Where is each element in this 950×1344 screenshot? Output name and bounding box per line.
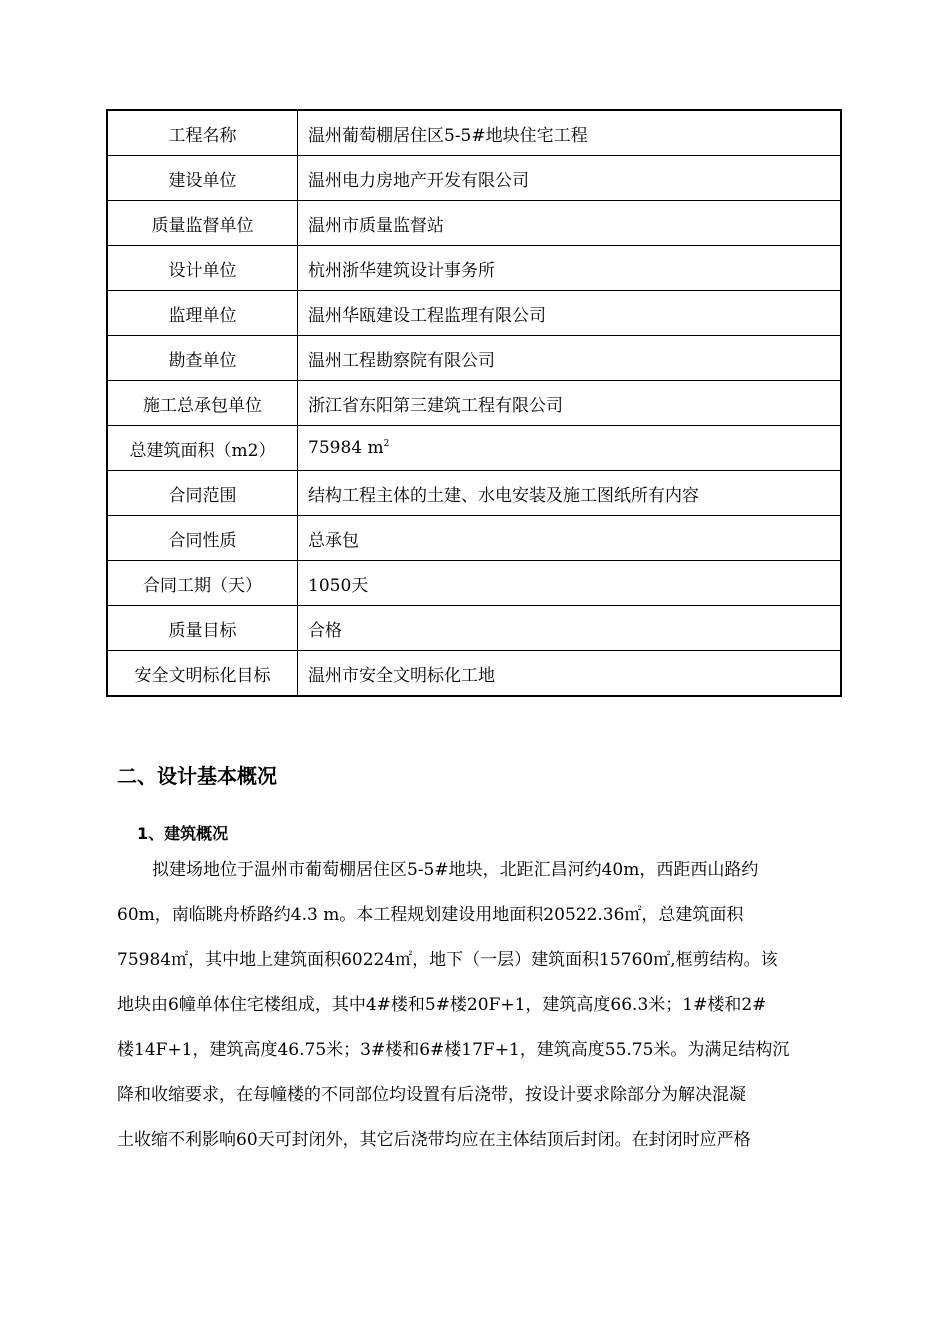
- row-value: [298, 471, 842, 516]
- building-overview-paragraph: [117, 848, 833, 1163]
- row-value-text: 合格: [308, 620, 342, 641]
- row-value: [298, 381, 842, 426]
- row-value-text: 温州市质量监督站: [308, 215, 444, 236]
- row-label: 合同工期（天）: [107, 561, 298, 606]
- table-row: [107, 606, 841, 651]
- row-value: [298, 291, 842, 336]
- project-info-table: [106, 109, 842, 697]
- table-row: [107, 246, 841, 291]
- row-label: 设计单位: [107, 246, 298, 291]
- table-row: [107, 471, 841, 516]
- table-row: [107, 156, 841, 201]
- row-value-text: 杭州浙华建筑设计事务所: [308, 260, 495, 281]
- row-value: [298, 201, 842, 246]
- row-label: 勘查单位: [107, 336, 298, 381]
- row-label: 总建筑面积（m2）: [107, 426, 298, 471]
- row-value-text: 温州市安全文明标化工地: [308, 665, 495, 686]
- row-value-text: 温州电力房地产开发有限公司: [308, 170, 529, 191]
- table-row: [107, 561, 841, 606]
- row-label: 质量目标: [107, 606, 298, 651]
- row-label: 安全文明标化目标: [107, 651, 298, 697]
- paragraph-line: 地块由6幢单体住宅楼组成，其中4#楼和5#楼20F+1，建筑高度66.3米；1#楼和2#: [117, 995, 767, 1015]
- table-row: [107, 336, 841, 381]
- unit-superscript: 2: [383, 439, 390, 449]
- row-value: [298, 561, 842, 606]
- row-value: [298, 110, 842, 156]
- row-value-text: 浙江省东阳第三建筑工程有限公司: [308, 395, 563, 416]
- row-label: 施工总承包单位: [107, 381, 298, 426]
- row-value: [298, 156, 842, 201]
- table-row: [107, 516, 841, 561]
- row-label: 工程名称: [107, 110, 298, 156]
- project-info-table-body: [107, 110, 841, 696]
- table-row: [107, 201, 841, 246]
- row-value-text: 结构工程主体的土建、水电安装及施工图纸所有内容: [308, 485, 699, 506]
- row-label: 监理单位: [107, 291, 298, 336]
- row-label: 合同性质: [107, 516, 298, 561]
- table-row: [107, 110, 841, 156]
- row-value-text: 温州工程勘察院有限公司: [308, 350, 495, 371]
- table-row: [107, 291, 841, 336]
- paragraph-line: 60m，南临眺舟桥路约4.3 m。本工程规划建设用地面积20522.36㎡，总建筑面积: [117, 905, 744, 925]
- row-value: [298, 336, 842, 381]
- row-value-text: 温州华瓯建设工程监理有限公司: [308, 305, 546, 326]
- subsection-title: 1、建筑概况: [137, 824, 229, 843]
- table-row: [107, 651, 841, 697]
- paragraph-line: 75984㎡，其中地上建筑面积60224㎡，地下（一层）建筑面积15760㎡,框剪结构。该: [117, 950, 778, 970]
- row-label: 质量监督单位: [107, 201, 298, 246]
- section-title: 二、设计基本概况: [117, 764, 277, 788]
- row-value: [298, 246, 842, 291]
- row-value-text: 1050天: [308, 575, 369, 596]
- row-value: [298, 516, 842, 561]
- row-value-text: 总承包: [308, 530, 359, 551]
- table-row: [107, 426, 841, 471]
- table-row: [107, 381, 841, 426]
- row-label: 建设单位: [107, 156, 298, 201]
- row-value: [298, 606, 842, 651]
- paragraph-line: 降和收缩要求，在每幢楼的不同部位均设置有后浇带，按设计要求除部分为解决混凝: [117, 1085, 746, 1105]
- paragraph-line: 楼14F+1，建筑高度46.75米；3#楼和6#楼17F+1，建筑高度55.75米。为满足结构沉: [117, 1040, 790, 1060]
- row-value: [298, 651, 842, 697]
- row-label: 合同范围: [107, 471, 298, 516]
- paragraph-line: 拟建场地位于温州市葡萄棚居住区5-5#地块，北距汇昌河约40m，西距西山路约: [152, 860, 759, 880]
- row-value-text: 温州葡萄棚居住区5-5#地块住宅工程: [308, 125, 588, 146]
- paragraph-line: 土收缩不利影响60天可封闭外，其它后浇带均应在主体结顶后封闭。在封闭时应严格: [117, 1130, 751, 1150]
- row-value-text: 75984 m: [308, 438, 384, 458]
- row-value: [298, 426, 842, 471]
